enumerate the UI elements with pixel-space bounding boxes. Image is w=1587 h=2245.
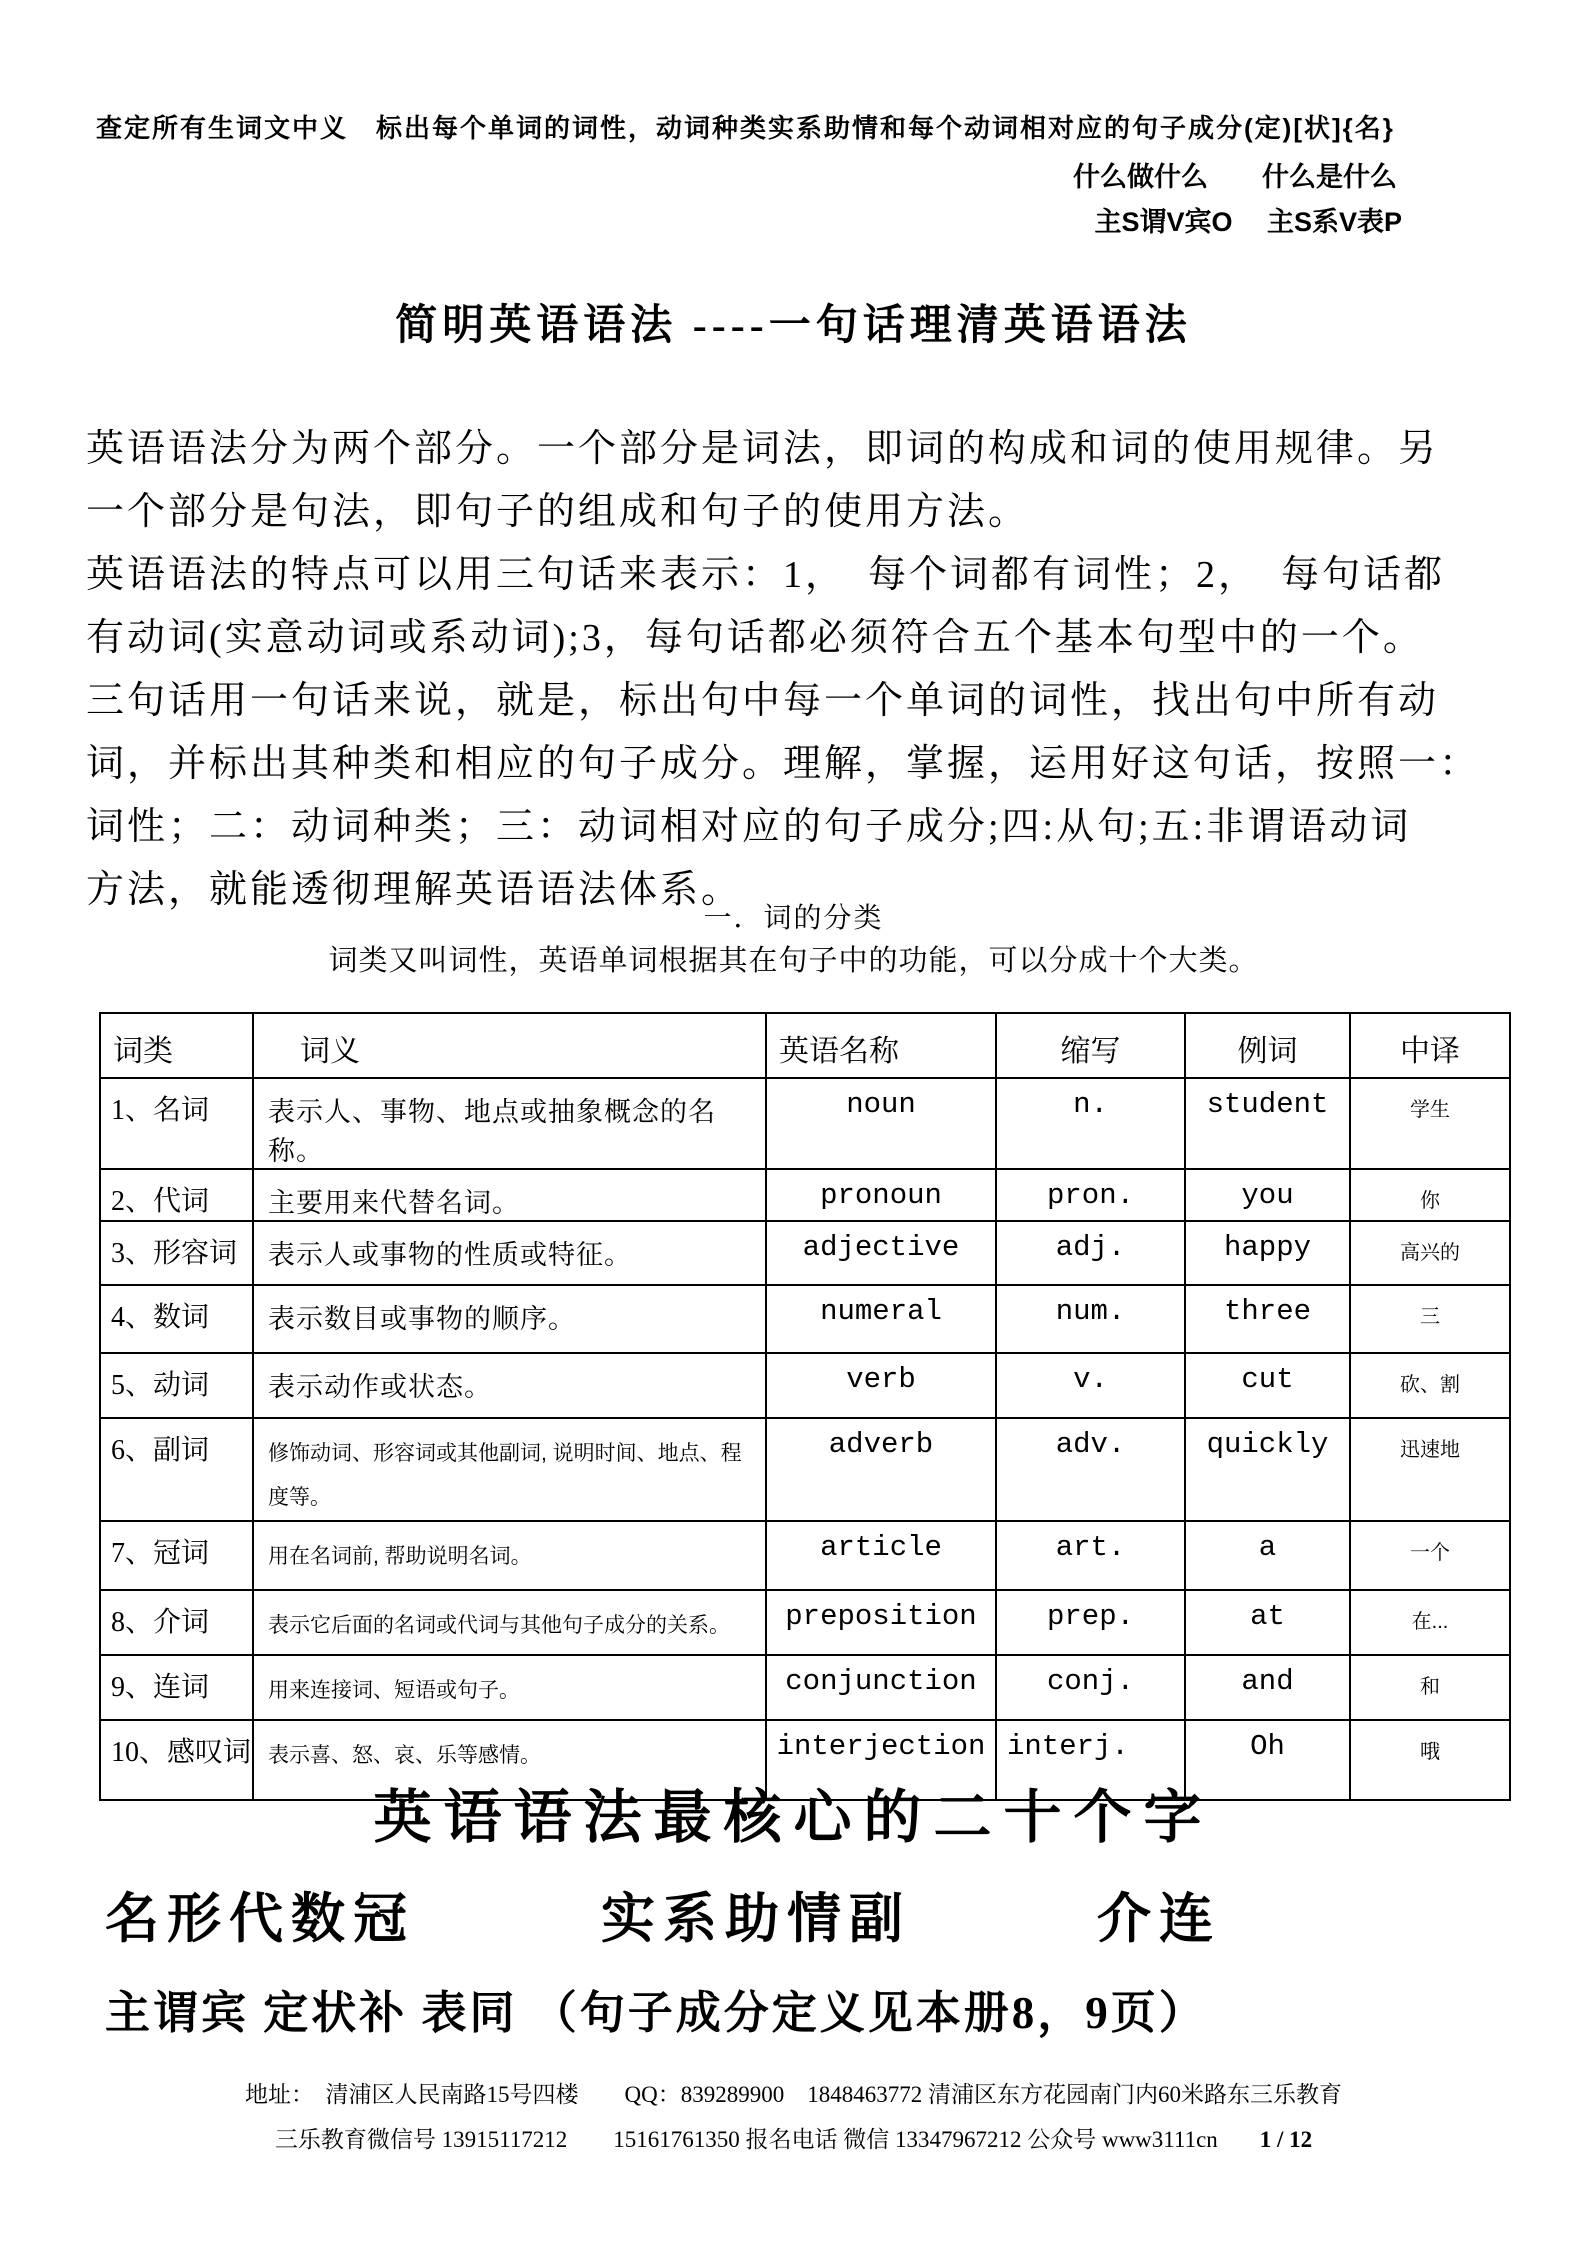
- cell-english-name: preposition: [766, 1590, 996, 1655]
- cell-word-class: 7、冠词: [100, 1521, 253, 1590]
- cell-english-name: article: [766, 1521, 996, 1590]
- cell-abbreviation: prep.: [996, 1590, 1185, 1655]
- cell-example: happy: [1185, 1221, 1350, 1285]
- cell-meaning: 表示喜、怒、哀、乐等感情。: [253, 1720, 766, 1800]
- core-heading: 英语语法最核心的二十个字: [373, 1785, 1214, 1850]
- table-row: [100, 1221, 1510, 1285]
- cell-meaning: 用来连接词、短语或句子。: [253, 1655, 766, 1720]
- cell-abbreviation: adv.: [996, 1418, 1185, 1521]
- footer-contact: 三乐教育微信号 13915117212 15161761350 报名电话 微信 13347967212 公众号 www3111cn: [274, 2127, 1218, 2152]
- cell-word-class: 3、形容词: [100, 1221, 253, 1285]
- cell-chinese: 迅速地: [1350, 1418, 1510, 1521]
- header-note-line1: 查定所有生词文中义 标出每个单词的词性，动词种类实系助情和每个动词相对应的句子成分(定)[状]{名}: [96, 113, 1395, 143]
- cell-english-name: adjective: [766, 1221, 996, 1285]
- cell-english-name: interjection: [766, 1720, 996, 1800]
- intro-line: 词，并标出其种类和相应的句子成分。理解，掌握，运用好这句话，按照一：: [86, 743, 1481, 785]
- header-annotation: [0, 108, 1587, 239]
- core-line-2: 主谓宾 定状补 表同 （句子成分定义见本册8，9页）: [105, 1988, 1207, 2038]
- cell-word-class: 2、代词: [100, 1169, 253, 1221]
- section-heading: 一．词的分类: [703, 903, 884, 934]
- page-number: 1 / 12: [1259, 2127, 1313, 2152]
- cell-word-class: 6、副词: [100, 1418, 253, 1521]
- cell-example: cut: [1185, 1353, 1350, 1418]
- core-line-1: 名形代数冠 实系助情副 介连: [105, 1889, 1221, 1949]
- cell-example: quickly: [1185, 1418, 1350, 1521]
- cell-english-name: pronoun: [766, 1169, 996, 1221]
- cell-example: three: [1185, 1285, 1350, 1353]
- intro-line: 三句话用一句话来说，就是，标出句中每一个单词的词性，找出句中所有动: [86, 680, 1440, 722]
- intro-line: 英语语法分为两个部分。一个部分是词法，即词的构成和词的使用规律。另: [86, 428, 1440, 470]
- header-cell-english-name: 英语名称: [766, 1013, 996, 1078]
- header-cell-chinese: 中译: [1350, 1013, 1510, 1078]
- cell-chinese: 一个: [1350, 1521, 1510, 1590]
- header-cell-abbreviation: 缩写: [996, 1013, 1185, 1078]
- header-note-line3: 主S谓V宾O 主S系V表P: [1094, 207, 1402, 237]
- cell-example: Oh: [1185, 1720, 1350, 1800]
- cell-abbreviation: conj.: [996, 1655, 1185, 1720]
- table-header-row: [100, 1013, 1510, 1078]
- cell-chinese: 高兴的: [1350, 1221, 1510, 1285]
- cell-abbreviation: v.: [996, 1353, 1185, 1418]
- doc-title: 简明英语语法 ----一句话理清英语语法: [395, 303, 1192, 349]
- intro-paragraph: [86, 418, 1526, 922]
- cell-abbreviation: interj.: [996, 1720, 1185, 1800]
- cell-english-name: conjunction: [766, 1655, 996, 1720]
- footer-line-1: 地址： 清浦区人民南路15号四楼 QQ：839289900 1848463772 清浦区东方花园南门内60米路东三乐教育: [245, 2082, 1342, 2107]
- cell-example: and: [1185, 1655, 1350, 1720]
- table-row: [100, 1590, 1510, 1655]
- cell-chinese: 哦: [1350, 1720, 1510, 1800]
- cell-abbreviation: num.: [996, 1285, 1185, 1353]
- parts-of-speech-table: [99, 1012, 1511, 1801]
- cell-word-class: 8、介词: [100, 1590, 253, 1655]
- cell-example: at: [1185, 1590, 1350, 1655]
- cell-english-name: verb: [766, 1353, 996, 1418]
- header-cell-word-class: 词类: [100, 1013, 253, 1078]
- cell-chinese: 在...: [1350, 1590, 1510, 1655]
- table-row: [100, 1078, 1510, 1169]
- cell-english-name: noun: [766, 1078, 996, 1169]
- footer-line-2: [0, 2121, 1587, 2154]
- cell-meaning: 表示数目或事物的顺序。: [253, 1285, 766, 1353]
- cell-word-class: 1、名词: [100, 1078, 253, 1169]
- cell-abbreviation: adj.: [996, 1221, 1185, 1285]
- cell-word-class: 5、动词: [100, 1353, 253, 1418]
- cell-example: you: [1185, 1169, 1350, 1221]
- cell-english-name: numeral: [766, 1285, 996, 1353]
- cell-chinese: 三: [1350, 1285, 1510, 1353]
- section-subheading: 词类又叫词性，英语单词根据其在句子中的功能，可以分成十个大类。: [328, 945, 1259, 977]
- cell-chinese: 你: [1350, 1169, 1510, 1221]
- cell-meaning: 表示动作或状态。: [253, 1353, 766, 1418]
- cell-meaning: 表示它后面的名词或代词与其他句子成分的关系。: [253, 1590, 766, 1655]
- cell-meaning: 表示人、事物、地点或抽象概念的名称。: [253, 1078, 766, 1169]
- cell-abbreviation: pron.: [996, 1169, 1185, 1221]
- table-row: [100, 1418, 1510, 1521]
- table-row: [100, 1285, 1510, 1353]
- intro-line: 有动词(实意动词或系动词);3，每句话都必须符合五个基本句型中的一个。: [86, 617, 1424, 659]
- cell-example: a: [1185, 1521, 1350, 1590]
- cell-chinese: 砍、割: [1350, 1353, 1510, 1418]
- cell-meaning: 修饰动词、形容词或其他副词, 说明时间、地点、程度等。: [253, 1418, 766, 1521]
- table-row: [100, 1353, 1510, 1418]
- table-row: [100, 1521, 1510, 1590]
- header-cell-meaning: 词义: [253, 1013, 766, 1078]
- cell-example: student: [1185, 1078, 1350, 1169]
- table-row: [100, 1655, 1510, 1720]
- header-cell-example: 例词: [1185, 1013, 1350, 1078]
- footer: [0, 2076, 1587, 2154]
- intro-line: 一个部分是句法，即句子的组成和句子的使用方法。: [86, 491, 1030, 533]
- cell-meaning: 表示人或事物的性质或特征。: [253, 1221, 766, 1285]
- table-row: [100, 1169, 1510, 1221]
- cell-chinese: 学生: [1350, 1078, 1510, 1169]
- header-note-line2: 什么做什么 什么是什么: [1073, 162, 1397, 192]
- cell-abbreviation: art.: [996, 1521, 1185, 1590]
- cell-word-class: 9、连词: [100, 1655, 253, 1720]
- intro-line: 英语语法的特点可以用三句话来表示：1， 每个词都有词性；2， 每句话都: [86, 554, 1446, 596]
- cell-word-class: 4、数词: [100, 1285, 253, 1353]
- cell-abbreviation: n.: [996, 1078, 1185, 1169]
- intro-line: 词性；二：动词种类；三：动词相对应的句子成分;四:从句;五:非谓语动词: [86, 806, 1412, 848]
- cell-meaning: 主要用来代替名词。: [253, 1169, 766, 1221]
- cell-meaning: 用在名词前, 帮助说明名词。: [253, 1521, 766, 1590]
- cell-english-name: adverb: [766, 1418, 996, 1521]
- cell-chinese: 和: [1350, 1655, 1510, 1720]
- cell-word-class: 10、感叹词: [100, 1720, 253, 1800]
- intro-line: 方法，就能透彻理解英语语法体系。: [86, 869, 743, 911]
